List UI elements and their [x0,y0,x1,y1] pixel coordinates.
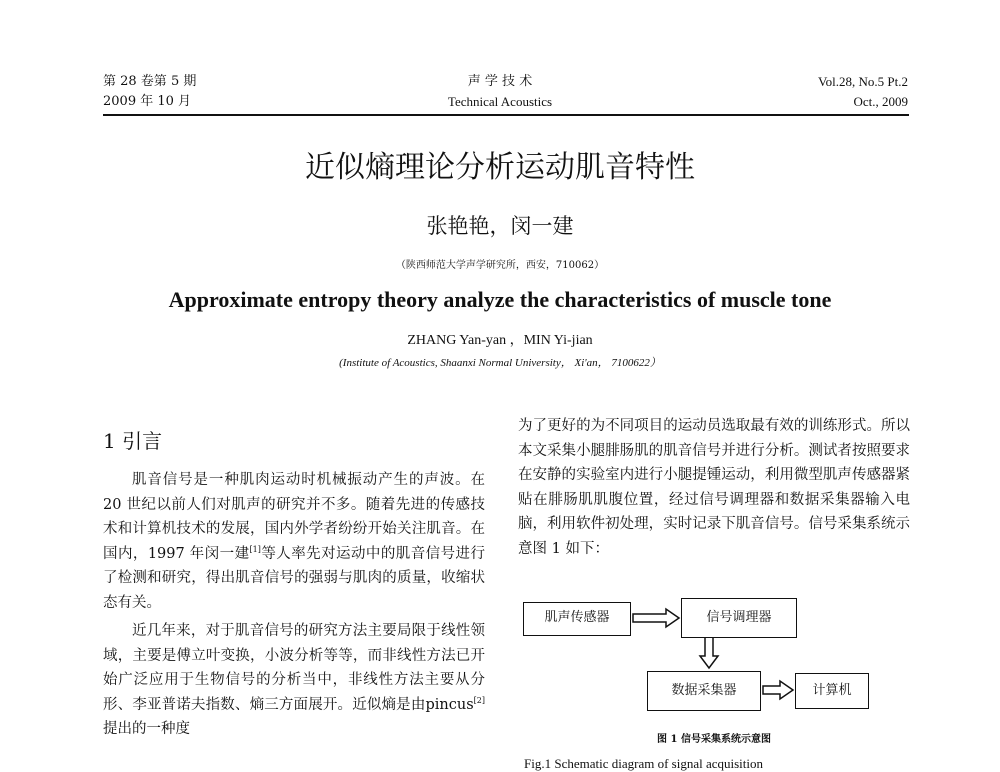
box-signal-conditioner: 信号调理器 [681,598,797,638]
box-muscle-sound-sensor: 肌声传感器 [523,602,631,636]
publication-date-en: Oct., 2009 [853,94,908,109]
box-data-acquisition: 数据采集器 [647,671,761,711]
arrow-daq-to-computer [763,681,793,699]
box-computer: 计算机 [795,673,869,709]
section-heading: 1 引言 [103,429,163,453]
authors-zh: 张艳艳，闵一建 [426,214,574,238]
affiliation-zh: （陕西师范大学声学研究所，西安，710062） [395,260,605,271]
paper-title-en: Approximate entropy theory analyze the characteristics of muscle tone [168,287,832,312]
volume-issue: 第 28 卷第 5 期 [103,74,197,89]
journal-name-en: Technical Acoustics [447,94,553,109]
p2-text-a: 近几年来，对于肌音信号的研究方法主要局限于线性领域，主要是傅立叶变换，小波分析等等，而非线性方法已开始广泛应用于生物信号的分析当中，非线性方法主要从分形、李亚普诺夫指数、熵三方面展开。近似熵是由pincus [103,623,485,713]
p1-text-b: 等人率先对运动中的肌音信号进行了检测和研究，得出肌音信号的强弱与肌肉的质量，收缩状态有关。 [103,545,486,611]
affiliation-en: (Institute of Acoustics, Shaanxi Normal University， Xi'an， 7100622） [339,357,661,369]
arrow-sensor-to-conditioner [633,609,679,627]
arrow-conditioner-to-daq [700,637,718,668]
figure-caption-en: Fig.1 Schematic diagram of signal acquisition [524,756,764,771]
paragraph-right-1: 为了更好的为不同项目的运动员选取最有效的训练形式。所以本文采集小腿腓肠肌的肌音信号并进行分析。测试者按照要求在安静的实验室内进行小腿提锺运动，利用微型肌声传感器紧贴在腓肠肌肌腹位置，经过信号调理器和数据采集器输入电脑，利用软件初处理，实时记录下肌音信号。信号采集系统示意图 1 如下： [518,418,910,557]
citation-2[interactable]: [2] [473,695,485,705]
p2-text-b: 提出的一种度 [103,721,190,737]
figure-caption: 图 1 信号采集系统示意图 [657,734,771,745]
p1-text-a: 肌音信号是一种肌肉运动时机械振动产生的声波。在 20 世纪以前人们对肌声的研究并不多。随着先进的传感技术和计算机技术的发展，国内外学者纷纷开始关注肌音。在国内，1997 年闵一建 [103,472,485,562]
citation-1[interactable]: [1] [249,544,261,554]
publication-date-zh: 2009 年 10 月 [103,94,192,109]
authors-en: ZHANG Yan-yan ，MIN Yi-jian [407,333,593,348]
journal-name-zh: 声 学 技 术 [467,74,533,89]
paper-title-zh: 近似熵理论分析运动肌音特性 [305,150,695,185]
volume-issue-en: Vol.28, No.5 Pt.2 [817,74,908,89]
